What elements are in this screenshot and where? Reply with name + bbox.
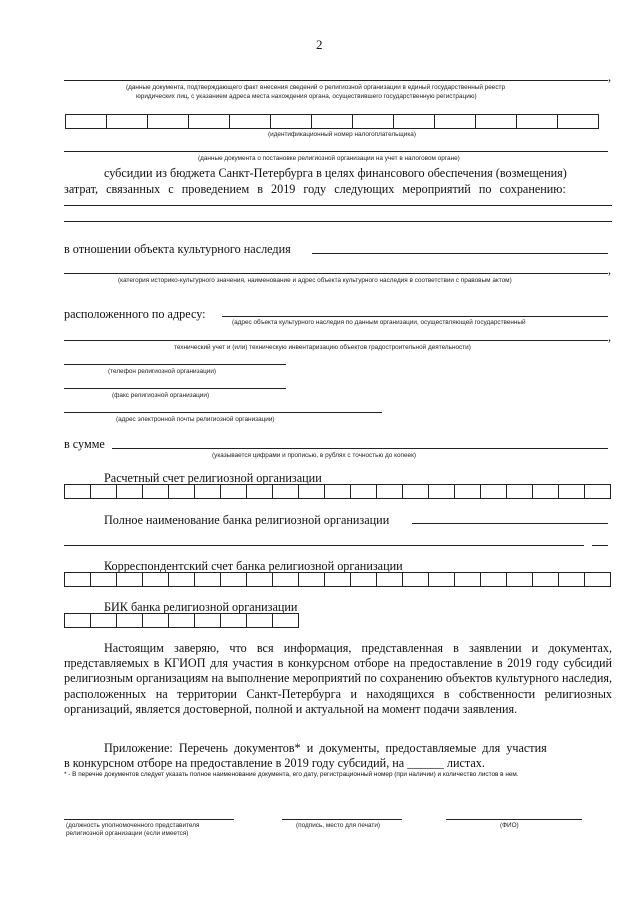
sum-label: в сумме (64, 437, 105, 451)
reg-doc-line[interactable] (64, 80, 608, 81)
sig-position-line[interactable] (64, 819, 234, 820)
reg-doc-caption-2: юридических лиц, с указанием адреса места нахождения органа, осуществившего государственную регистрацию) (136, 93, 477, 100)
bik-label: БИК банка религиозной организации (104, 600, 298, 614)
address-line-2[interactable] (64, 340, 608, 341)
reg-doc-comma: , (608, 70, 612, 84)
email-caption: (адрес электронной почты религиозной организации) (116, 416, 275, 423)
sum-line[interactable] (112, 448, 608, 449)
tax-doc-caption: (данные документа о постановке религиозной организации на учет в налоговом органе) (198, 155, 460, 162)
account-label: Расчетный счет религиозной организации (104, 471, 322, 485)
fax-caption: (факс религиозной организации) (112, 392, 210, 399)
sig-signature-line[interactable] (282, 819, 402, 820)
sig-name-line[interactable] (446, 819, 582, 820)
located-label: расположенного по адресу: (64, 307, 206, 321)
sum-caption: (указывается цифрами и прописью, в рублях с точностью до копеек) (212, 452, 417, 459)
sig-name-caption: (ФИО) (500, 822, 519, 829)
sig-position-caption-2: религиозной организации (если имеется) (66, 830, 189, 837)
bank-name-line-3[interactable] (592, 545, 608, 546)
measures-line-2[interactable] (64, 221, 612, 222)
tax-doc-line[interactable] (64, 151, 608, 152)
bik-boxes[interactable] (65, 613, 299, 628)
fax-line[interactable] (64, 388, 286, 389)
appendix-line-2: в конкурсном отборе на предоставление в 2019 году субсидий, на ______ листах. (64, 756, 485, 770)
heritage-cat-caption: (категория историко-культурного значения, наименование и адрес объекта культурного наследия в соответствии с правовым актом) (118, 277, 512, 284)
subsidy-text-1: субсидии из бюджета Санкт-Петербурга в целях финансового обеспечения (возмещения) (104, 166, 567, 180)
subsidy-text-2: затрат, связанных с проведением в 2019 году следующих мероприятий по сохранению: (64, 182, 566, 196)
corr-account-label: Корреспондентский счет банка религиозной организации (104, 559, 403, 573)
heritage-label: в отношении объекта культурного наследия (64, 242, 291, 256)
heritage-cat-line[interactable] (64, 273, 608, 274)
bank-name-line[interactable] (412, 523, 608, 524)
account-boxes[interactable] (65, 484, 611, 499)
page-number: 2 (316, 37, 323, 52)
phone-line[interactable] (64, 364, 286, 365)
email-line[interactable] (64, 412, 382, 413)
phone-caption: (телефон религиозной организации) (108, 368, 217, 375)
bank-name-label: Полное наименование банка религиозной организации (104, 513, 390, 527)
address-caption-1: (адрес объекта культурного наследия по данным организации, осуществляющей государственный (232, 319, 526, 326)
sig-position-caption-1: (должность уполномоченного представителя (66, 822, 200, 829)
address-comma: , (608, 330, 612, 344)
corr-account-boxes[interactable] (65, 572, 611, 587)
appendix-line-1: Приложение: Перечень документов* и документы, предоставляемые для участия (104, 741, 547, 755)
inn-boxes[interactable] (66, 114, 599, 129)
heritage-line[interactable] (312, 253, 608, 254)
address-line[interactable] (222, 316, 608, 317)
sig-signature-caption: (подпись, место для печати) (296, 822, 381, 829)
inn-caption: (идентификационный номер налогоплательщика) (268, 131, 416, 138)
address-caption-2: технический учет и (или) техническую инвентаризацию объектов градостроительной деятельности) (174, 344, 471, 351)
declaration-paragraph (64, 641, 612, 717)
heritage-cat-comma: , (608, 263, 612, 277)
declaration-text: Настоящим заверяю, что вся информация, представленная в заявлении и документах, представляемых в КГИОП для участия в конкурсном отборе на предоставление в 2019 году субсидий религиозным организациям на выполнение мероприятий по сохранению объектов культурного наследия, расположенных на территории Санкт-Петербурга и находящихся в собственности религиозных организаций, является достоверной, полной и актуальной на момент подачи заявления. (64, 641, 612, 716)
footnote: * - В перечне документов следует указать полное наименование документа, его дату, регистрационный номер (при наличии) и количество листов в нем. (64, 771, 519, 778)
reg-doc-caption-1: (данные документа, подтверждающего факт внесения сведений о религиозной организации в единый государственный реестр (126, 84, 506, 91)
measures-line-1[interactable] (64, 205, 612, 206)
bank-name-line-2[interactable] (64, 545, 584, 546)
